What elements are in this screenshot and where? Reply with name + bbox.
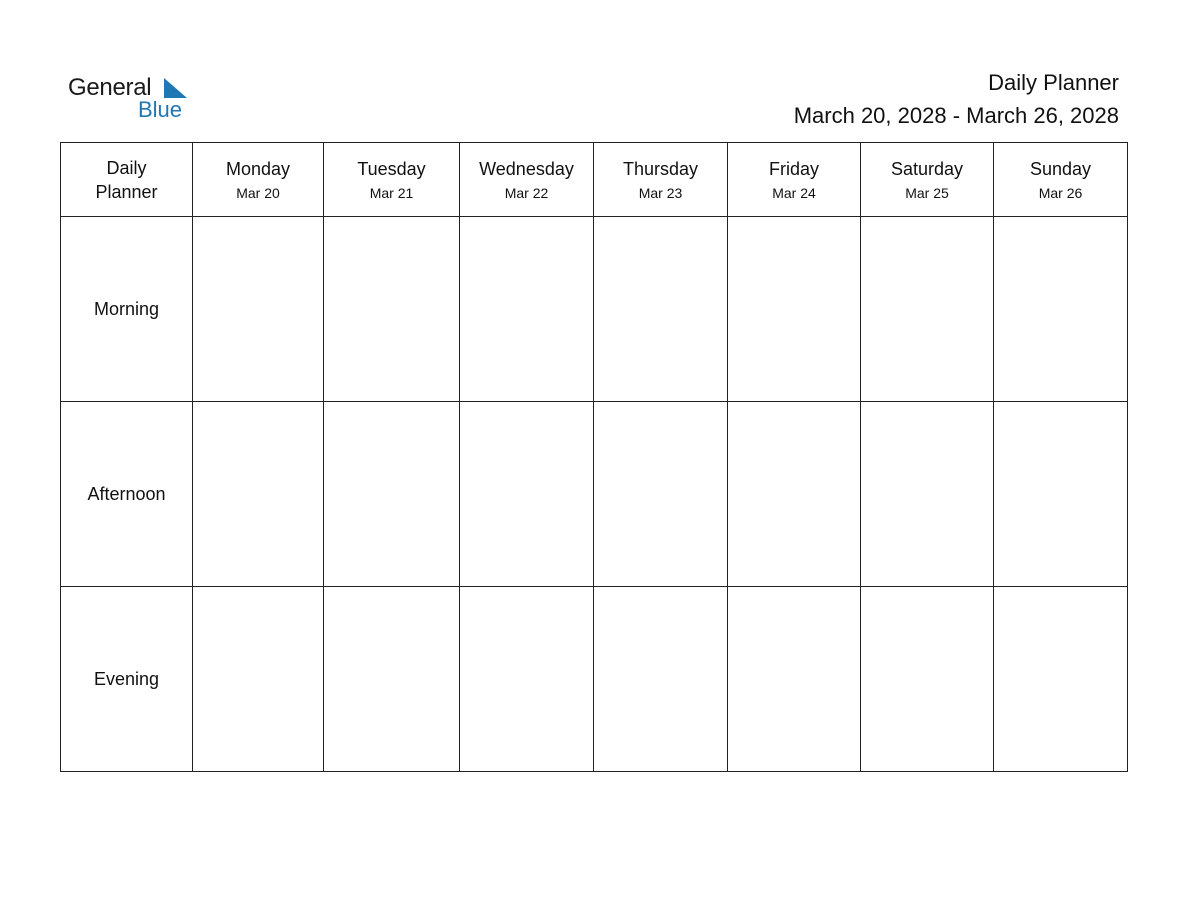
header-row [61, 143, 1128, 217]
planner-cell[interactable] [324, 217, 460, 402]
day-name: Tuesday [357, 158, 426, 179]
logo-text-general: General [68, 74, 152, 101]
day-name: Monday [225, 158, 291, 179]
planner-cell[interactable] [460, 217, 594, 402]
row-evening [61, 587, 1128, 772]
row-label: Evening [93, 669, 160, 689]
date-range: March 20, 2028 - March 26, 2028 [793, 103, 1119, 128]
planner-cell[interactable] [193, 587, 324, 772]
planner-cell[interactable] [728, 587, 861, 772]
day-name: Wednesday [479, 158, 574, 179]
day-name: Saturday [890, 158, 964, 179]
day-name: Thursday [622, 158, 699, 179]
row-morning [61, 217, 1128, 402]
day-date: Mar 21 [369, 184, 414, 201]
planner-cell[interactable] [594, 217, 728, 402]
day-date: Mar 25 [905, 184, 949, 201]
row-label-cell [61, 587, 193, 772]
planner-cell[interactable] [728, 217, 861, 402]
planner-cell[interactable] [994, 402, 1128, 587]
planner-cell[interactable] [460, 402, 594, 587]
day-date: Mar 22 [504, 184, 549, 201]
corner-header [61, 143, 193, 217]
triangle-flag-icon [162, 77, 188, 99]
day-header-thursday [594, 143, 728, 217]
planner-cell[interactable] [193, 217, 324, 402]
planner-cell[interactable] [994, 217, 1128, 402]
row-label-cell [61, 402, 193, 587]
planner-table [60, 142, 1128, 772]
day-date: Mar 20 [236, 184, 280, 201]
day-date: Mar 23 [638, 184, 683, 201]
logo-text-blue: Blue [138, 97, 183, 122]
planner-cell[interactable] [193, 402, 324, 587]
row-label-cell [61, 217, 193, 402]
general-blue-logo [68, 72, 208, 124]
day-header-friday [728, 143, 861, 217]
planner-cell[interactable] [861, 217, 994, 402]
day-header-tuesday [324, 143, 460, 217]
planner-cell[interactable] [594, 587, 728, 772]
day-header-sunday [994, 143, 1128, 217]
day-header-monday [193, 143, 324, 217]
planner-cell[interactable] [994, 587, 1128, 772]
planner-cell[interactable] [861, 587, 994, 772]
day-header-saturday [861, 143, 994, 217]
row-label: Afternoon [87, 484, 166, 504]
planner-cell[interactable] [460, 587, 594, 772]
day-name: Friday [768, 158, 819, 179]
planner-cell[interactable] [861, 402, 994, 587]
day-header-wednesday [460, 143, 594, 217]
day-date: Mar 24 [772, 184, 816, 201]
planner-cell[interactable] [324, 402, 460, 587]
row-afternoon [61, 402, 1128, 587]
page-title: Daily Planner [988, 70, 1119, 95]
day-name: Sunday [1029, 158, 1092, 179]
day-date: Mar 26 [1038, 184, 1083, 201]
corner-label: Daily Planner [95, 157, 158, 202]
planner-cell[interactable] [324, 587, 460, 772]
planner-cell[interactable] [594, 402, 728, 587]
planner-cell[interactable] [728, 402, 861, 587]
row-label: Morning [93, 299, 160, 319]
